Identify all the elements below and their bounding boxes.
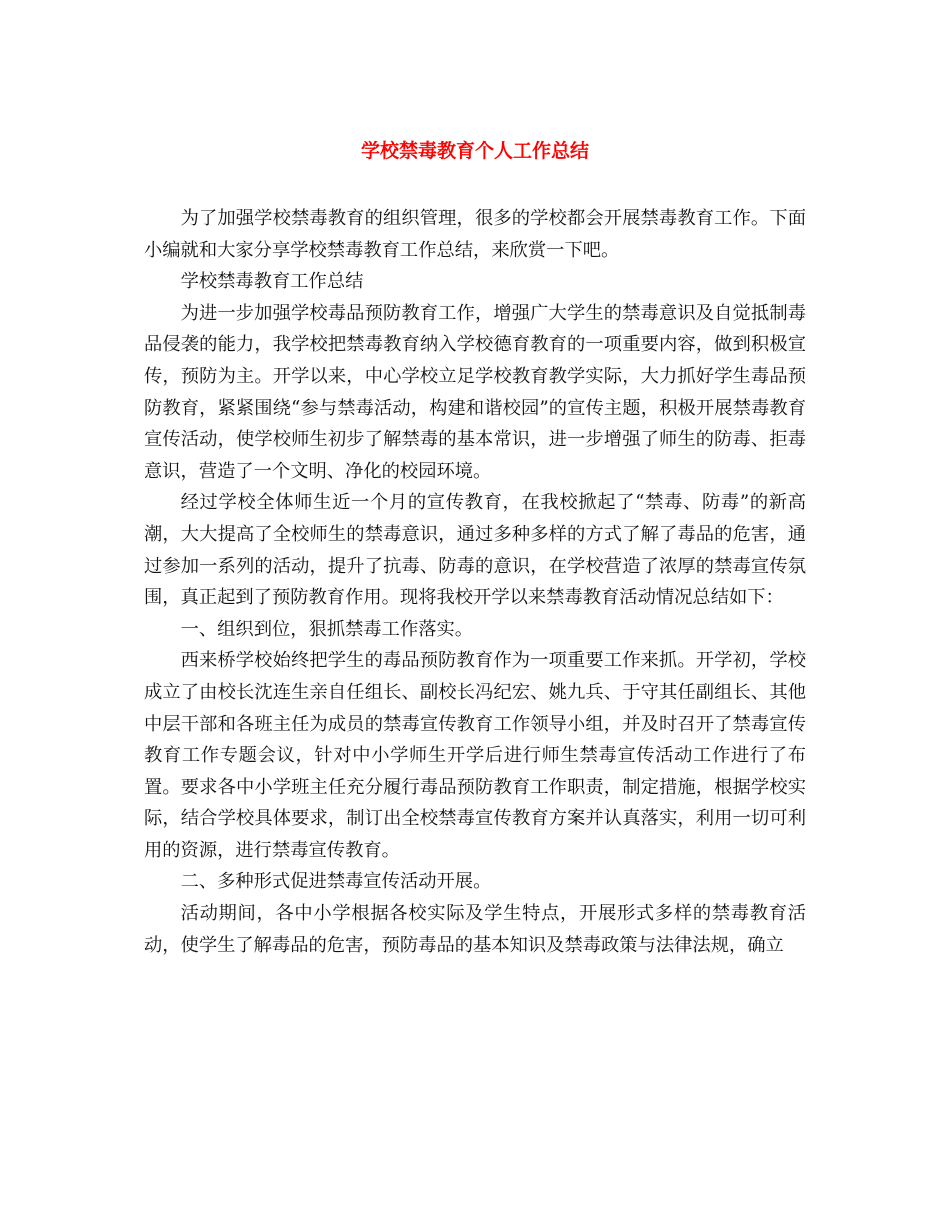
section-heading: 二、多种形式促进禁毒宣传活动开展。 [180,871,492,893]
body-paragraph: 活动期间，各中小学根据各校实际及学生特点，开展形式多样的禁毒教育活动，使学生了解毒品的危害，预防毒品的基本知识及禁毒政策与法律法规，确立 [144,903,806,956]
intro-paragraph: 为了加强学校禁毒教育的组织管理，很多的学校都会开展禁毒教育工作。下面小编就和大家分享学校禁毒教育工作总结，来欣赏一下吧。 [144,208,806,261]
body-paragraph: 为进一步加强学校毒品预防教育工作，增强广大学生的禁毒意识及自觉抵制毒品侵袭的能力，我学校把禁毒教育纳入学校德育教育的一项重要内容，做到积极宣传，预防为主。开学以来，中心学校立足学校教育教学实际，大力抓好学生毒品预防教育，紧紧围绕“参与禁毒活动，构建和谐校园”的宣传主题，积极开展禁毒教育宣传活动，使学校师生初步了解禁毒的基本常识，进一步增强了师生的防毒、拒毒意识，营造了一个文明、净化的校园环境。 [144,302,806,482]
document-body [144,203,806,961]
body-paragraph: 经过学校全体师生近一个月的宣传教育，在我校掀起了“禁毒、防毒”的新高潮，大大提高了全校师生的禁毒意识，通过多种多样的方式了解了毒品的危害，通过参加一系列的活动，提升了抗毒、防毒的意识，在学校营造了浓厚的禁毒宣传氛围，真正起到了预防教育作用。现将我校开学以来禁毒教育活动情况总结如下： [144,492,806,609]
document-title: 学校禁毒教育个人工作总结 [360,140,589,162]
body-paragraph: 西来桥学校始终把学生的毒品预防教育作为一项重要工作来抓。开学初，学校成立了由校长沈连生亲自任组长、副校长冯纪宏、姚九兵、于守其任副组长、其他中层干部和各班主任为成员的禁毒宣传教育工作领导小组，并及时召开了禁毒宣传教育工作专题会议，针对中小学师生开学后进行师生禁毒宣传活动工作进行了布置。要求各中小学班主任充分履行毒品预防教育工作职责，制定措施，根据学校实际，结合学校具体要求，制订出全校禁毒宣传教育方案并认真落实，利用一切可利用的资源，进行禁毒宣传教育。 [144,650,806,861]
section-heading: 学校禁毒教育工作总结 [180,271,364,293]
section-heading: 一、组织到位，狠抓禁毒工作落实。 [180,618,474,640]
